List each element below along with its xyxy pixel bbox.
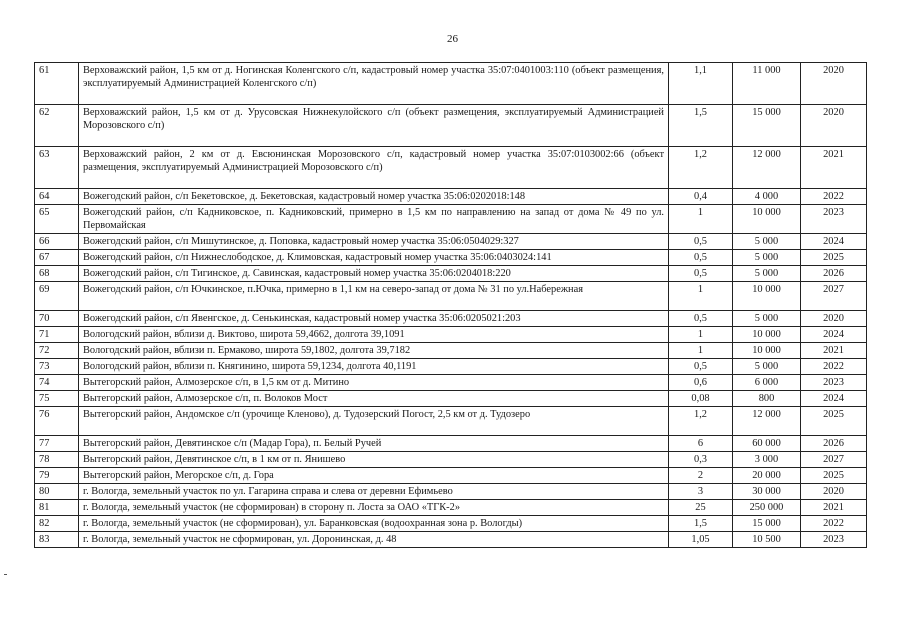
row-year: 2024 bbox=[801, 391, 867, 407]
row-volume: 800 bbox=[733, 391, 801, 407]
row-description: Вожегодский район, с/п Бекетовское, д. Бекетовская, кадастровый номер участка 35:06:0202018:148 bbox=[79, 189, 669, 205]
row-area: 0,3 bbox=[669, 452, 733, 468]
row-area: 3 bbox=[669, 484, 733, 500]
table-row bbox=[35, 282, 867, 311]
edge-mark bbox=[4, 574, 7, 575]
row-volume: 5 000 bbox=[733, 311, 801, 327]
row-description: Вожегодский район, с/п Кадниковское, п. Кадниковский, примерно в 1,5 км по направлению на запад от дома № 49 по ул. Первомайская bbox=[79, 205, 669, 234]
row-area: 0,6 bbox=[669, 375, 733, 391]
registry-table-body bbox=[35, 63, 867, 548]
row-area: 1,2 bbox=[669, 147, 733, 189]
row-description: Вожегодский район, с/п Нижнеслободское, д. Климовская, кадастровый номер участка 35:06:0403024:141 bbox=[79, 250, 669, 266]
row-volume: 60 000 bbox=[733, 436, 801, 452]
row-volume: 3 000 bbox=[733, 452, 801, 468]
row-volume: 4 000 bbox=[733, 189, 801, 205]
registry-table bbox=[34, 62, 867, 548]
row-number: 78 bbox=[35, 452, 79, 468]
row-year: 2023 bbox=[801, 205, 867, 234]
row-description: Вытегорский район, Мегорское с/п, д. Гора bbox=[79, 468, 669, 484]
row-number: 67 bbox=[35, 250, 79, 266]
row-description: г. Вологда, земельный участок по ул. Гагарина справа и слева от деревни Ефимьево bbox=[79, 484, 669, 500]
row-year: 2024 bbox=[801, 234, 867, 250]
row-volume: 5 000 bbox=[733, 250, 801, 266]
row-number: 69 bbox=[35, 282, 79, 311]
table-row bbox=[35, 532, 867, 548]
row-number: 82 bbox=[35, 516, 79, 532]
row-description: Вожегодский район, с/п Тигинское, д. Савинская, кадастровый номер участка 35:06:0204018:220 bbox=[79, 266, 669, 282]
row-description: Вытегорский район, Алмозерское с/п, в 1,5 км от д. Митино bbox=[79, 375, 669, 391]
table-row bbox=[35, 407, 867, 436]
table-row bbox=[35, 327, 867, 343]
table-row bbox=[35, 234, 867, 250]
row-description: Вожегодский район, с/п Ючкинское, п.Ючка, примерно в 1,1 км на северо-запад от дома № 31 по ул.Набережная bbox=[79, 282, 669, 311]
row-area: 1 bbox=[669, 327, 733, 343]
row-area: 0,5 bbox=[669, 359, 733, 375]
row-number: 77 bbox=[35, 436, 79, 452]
row-description: Вытегорский район, Девятинское с/п (Мадар Гора), п. Белый Ручей bbox=[79, 436, 669, 452]
row-description: Вожегодский район, с/п Мишутинское, д. Поповка, кадастровый номер участка 35:06:0504029:327 bbox=[79, 234, 669, 250]
table-row bbox=[35, 147, 867, 189]
row-year: 2026 bbox=[801, 266, 867, 282]
row-year: 2025 bbox=[801, 250, 867, 266]
table-row bbox=[35, 343, 867, 359]
row-volume: 20 000 bbox=[733, 468, 801, 484]
row-description: Вологодский район, вблизи д. Виктово, широта 59,4662, долгота 39,1091 bbox=[79, 327, 669, 343]
row-description: г. Вологда, земельный участок не сформирован, ул. Доронинская, д. 48 bbox=[79, 532, 669, 548]
row-year: 2023 bbox=[801, 532, 867, 548]
row-number: 83 bbox=[35, 532, 79, 548]
row-area: 0,5 bbox=[669, 311, 733, 327]
row-number: 76 bbox=[35, 407, 79, 436]
table-row bbox=[35, 250, 867, 266]
row-description: Верховажский район, 1,5 км от д. Урусовская Нижнекулойского с/п (объект размещения, эксплуатируемый Администрацией Морозовского с/п) bbox=[79, 105, 669, 147]
row-number: 61 bbox=[35, 63, 79, 105]
row-area: 0,5 bbox=[669, 266, 733, 282]
row-area: 2 bbox=[669, 468, 733, 484]
row-description: г. Вологда, земельный участок (не сформирован), ул. Баранковская (водоохранная зона р. Вологды) bbox=[79, 516, 669, 532]
row-number: 72 bbox=[35, 343, 79, 359]
row-year: 2022 bbox=[801, 189, 867, 205]
row-number: 63 bbox=[35, 147, 79, 189]
row-year: 2021 bbox=[801, 343, 867, 359]
row-volume: 30 000 bbox=[733, 484, 801, 500]
row-year: 2021 bbox=[801, 147, 867, 189]
row-year: 2021 bbox=[801, 500, 867, 516]
row-number: 80 bbox=[35, 484, 79, 500]
row-year: 2022 bbox=[801, 516, 867, 532]
table-row bbox=[35, 484, 867, 500]
row-description: Верховажский район, 1,5 км от д. Ногинская Коленгского с/п, кадастровый номер участка 35:07:0401003:110 (объект размещения, эксплуатируемый Администрацией Коленгского с/п) bbox=[79, 63, 669, 105]
row-volume: 5 000 bbox=[733, 359, 801, 375]
row-year: 2020 bbox=[801, 105, 867, 147]
row-number: 62 bbox=[35, 105, 79, 147]
row-volume: 15 000 bbox=[733, 516, 801, 532]
row-area: 0,4 bbox=[669, 189, 733, 205]
row-volume: 10 000 bbox=[733, 282, 801, 311]
row-year: 2025 bbox=[801, 468, 867, 484]
row-area: 6 bbox=[669, 436, 733, 452]
row-year: 2027 bbox=[801, 452, 867, 468]
row-year: 2020 bbox=[801, 311, 867, 327]
row-year: 2020 bbox=[801, 484, 867, 500]
row-number: 65 bbox=[35, 205, 79, 234]
row-area: 1,05 bbox=[669, 532, 733, 548]
row-area: 0,5 bbox=[669, 234, 733, 250]
row-year: 2026 bbox=[801, 436, 867, 452]
table-row bbox=[35, 436, 867, 452]
row-year: 2020 bbox=[801, 63, 867, 105]
row-volume: 5 000 bbox=[733, 266, 801, 282]
row-area: 1,5 bbox=[669, 105, 733, 147]
row-area: 0,08 bbox=[669, 391, 733, 407]
row-volume: 6 000 bbox=[733, 375, 801, 391]
row-volume: 10 000 bbox=[733, 327, 801, 343]
row-volume: 10 000 bbox=[733, 205, 801, 234]
row-description: Вологодский район, вблизи п. Ермаково, широта 59,1802, долгота 39,7182 bbox=[79, 343, 669, 359]
row-volume: 250 000 bbox=[733, 500, 801, 516]
table-row bbox=[35, 205, 867, 234]
row-description: Вытегорский район, Девятинское с/п, в 1 км от п. Янишево bbox=[79, 452, 669, 468]
row-description: Вытегорский район, Алмозерское с/п, п. Волоков Мост bbox=[79, 391, 669, 407]
row-area: 1 bbox=[669, 343, 733, 359]
row-area: 0,5 bbox=[669, 250, 733, 266]
row-area: 1 bbox=[669, 282, 733, 311]
row-year: 2025 bbox=[801, 407, 867, 436]
row-volume: 12 000 bbox=[733, 147, 801, 189]
table-row bbox=[35, 391, 867, 407]
table-row bbox=[35, 468, 867, 484]
table-row bbox=[35, 500, 867, 516]
row-description: Вытегорский район, Андомское с/п (урочище Кленово), д. Тудозерский Погост, 2,5 км от д. Тудозеро bbox=[79, 407, 669, 436]
row-volume: 10 500 bbox=[733, 532, 801, 548]
row-volume: 11 000 bbox=[733, 63, 801, 105]
row-number: 73 bbox=[35, 359, 79, 375]
row-description: Вожегодский район, с/п Явенгское, д. Сенькинская, кадастровый номер участка 35:06:0205021:203 bbox=[79, 311, 669, 327]
table-row bbox=[35, 452, 867, 468]
row-description: Верховажский район, 2 км от д. Евсюнинская Морозовского с/п, кадастровый номер участка 35:07:0103002:66 (объект размещения, эксплуатируемый Администрацией Морозовского с/п) bbox=[79, 147, 669, 189]
table-row bbox=[35, 63, 867, 105]
table-row bbox=[35, 311, 867, 327]
page-number: 26 bbox=[447, 33, 458, 45]
row-area: 1,5 bbox=[669, 516, 733, 532]
row-number: 71 bbox=[35, 327, 79, 343]
row-number: 81 bbox=[35, 500, 79, 516]
row-area: 1 bbox=[669, 205, 733, 234]
row-number: 64 bbox=[35, 189, 79, 205]
row-year: 2022 bbox=[801, 359, 867, 375]
table-row bbox=[35, 516, 867, 532]
table-row bbox=[35, 375, 867, 391]
table-row bbox=[35, 105, 867, 147]
row-number: 74 bbox=[35, 375, 79, 391]
row-volume: 5 000 bbox=[733, 234, 801, 250]
row-area: 1,2 bbox=[669, 407, 733, 436]
row-number: 79 bbox=[35, 468, 79, 484]
row-number: 75 bbox=[35, 391, 79, 407]
table-row bbox=[35, 189, 867, 205]
table-row bbox=[35, 266, 867, 282]
row-description: г. Вологда, земельный участок (не сформирован) в сторону п. Лоста за ОАО «ТГК-2» bbox=[79, 500, 669, 516]
row-area: 25 bbox=[669, 500, 733, 516]
row-volume: 10 000 bbox=[733, 343, 801, 359]
row-year: 2027 bbox=[801, 282, 867, 311]
row-area: 1,1 bbox=[669, 63, 733, 105]
row-number: 68 bbox=[35, 266, 79, 282]
row-number: 66 bbox=[35, 234, 79, 250]
row-year: 2024 bbox=[801, 327, 867, 343]
row-volume: 12 000 bbox=[733, 407, 801, 436]
row-year: 2023 bbox=[801, 375, 867, 391]
row-volume: 15 000 bbox=[733, 105, 801, 147]
table-row bbox=[35, 359, 867, 375]
row-number: 70 bbox=[35, 311, 79, 327]
row-description: Вологодский район, вблизи п. Княгинино, широта 59,1234, долгота 40,1191 bbox=[79, 359, 669, 375]
